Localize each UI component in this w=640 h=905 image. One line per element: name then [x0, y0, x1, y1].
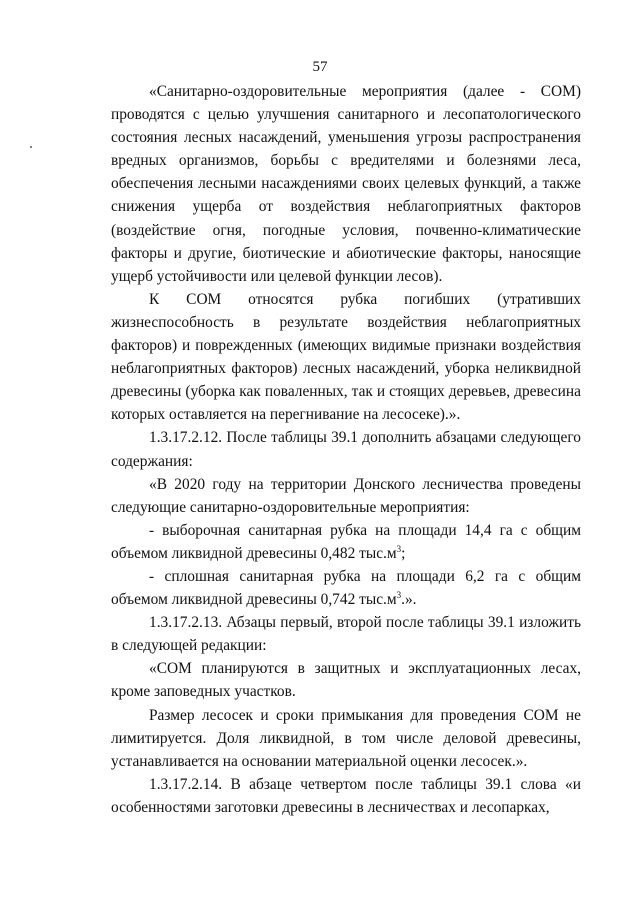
margin-dot	[30, 146, 32, 148]
paragraph-10	[111, 773, 581, 819]
paragraph-text: К СОМ относятся рубка погибших (утративших жизнеспособность в результате воздействия неблагоприятных факторов) и поврежденных (имеющих видимые признаки воздействия неблагоприятных факторов) лесных насаждений, уборка неликвидной древесины (уборка как поваленных, так и стоящих деревьев, древесина которых оставляется на перегнивание на лесосеке).».	[111, 290, 581, 424]
paragraph-3	[111, 426, 581, 472]
paragraph-text: «СОМ планируются в защитных и эксплуатационных лесах, кроме заповедных участков.	[111, 660, 581, 701]
paragraph-text: Размер лесосек и сроки примыкания для проведения СОМ не лимитируется. Доля ликвидной, в том числе деловой древесины, устанавливается на основании материальной оценки лесосек.».	[111, 706, 581, 770]
paragraph-suffix: .».	[401, 591, 417, 609]
paragraph-suffix: ;	[401, 544, 406, 562]
superscript: 3	[396, 589, 402, 600]
document-body	[111, 80, 581, 819]
paragraph-9	[111, 704, 581, 773]
paragraph-text: 1.3.17.2.14. В абзаце четвертом после таблицы 39.1 слова «и особенностями заготовки древесины в лесничествах и лесопарках,	[111, 775, 581, 816]
paragraph-text: «Санитарно-оздоровительные мероприятия (далее - СОМ) проводятся с целью улучшения санитарного и лесопатологического состояния лесных насаждений, уменьшения угрозы распространения вредных организмов, борьбы с вредителями и болезнями леса, обеспечения лесными насаждениями своих целевых функций, а также снижения ущерба от воздействия неблагоприятных факторов (воздействие огня, погодные условия, почвенно-климатические факторы и другие, биотические и абиотические факторы, наносящие ущерб устойчивости или целевой функции лесов).	[111, 83, 581, 285]
paragraph-6	[111, 565, 581, 611]
paragraph-2	[111, 288, 581, 427]
paragraph-text: 1.3.17.2.12. После таблицы 39.1 дополнить абзацами следующего содержания:	[111, 429, 581, 470]
paragraph-text: 1.3.17.2.13. Абзацы первый, второй после таблицы 39.1 изложить в следующей редакции:	[111, 614, 581, 655]
paragraph-4	[111, 473, 581, 519]
paragraph-5	[111, 519, 581, 565]
paragraph-1	[111, 80, 581, 288]
paragraph-text: - выборочная санитарная рубка на площади 14,4 га с общим объемом ликвидной древесины 0,482 тыс.м	[111, 521, 581, 562]
page-number: 57	[312, 59, 328, 75]
paragraph-text: «В 2020 году на территории Донского лесничества проведены следующие санитарно-оздоровительные мероприятия:	[111, 475, 581, 516]
paragraph-8	[111, 657, 581, 703]
paragraph-text: - сплошная санитарная рубка на площади 6,2 га с общим объемом ликвидной древесины 0,742 тыс.м	[111, 567, 581, 609]
paragraph-7	[111, 611, 581, 657]
superscript: 3	[396, 543, 402, 554]
